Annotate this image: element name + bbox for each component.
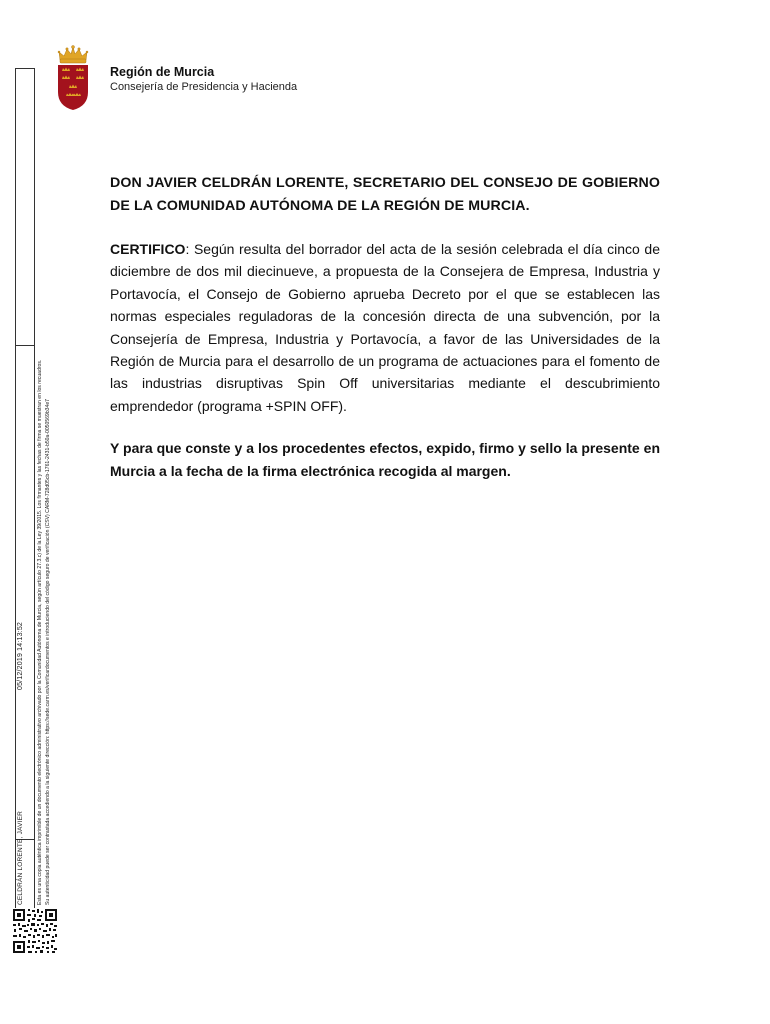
organization-name: Región de Murcia — [110, 65, 215, 79]
certification-paragraph — [110, 238, 660, 417]
document-body — [110, 172, 660, 482]
letterhead — [110, 65, 297, 94]
certifico-text: : Según resulta del borrador del acta de la sesión celebrada el día cinco de diciembre de dos mil diecinueve, a propuesta de la Consejera de Empresa, Industria y Portavocía, el Consejo de Gobierno aprueba Decreto por el que se establecen las normas especiales reguladoras de la concesión directa de una subvención, por la Consejería de Empresa, Industria y Portavocía, a favor de las Universidades de la Región de Murcia para el desarrollo de un programa de actuaciones para el fomento de las industrias disruptivas Spin Off universitarias mediante el descubrimiento emprendedor (programa +SPIN OFF). — [110, 241, 660, 414]
verification-legal-line-2: Su autenticidad puede ser contrastada accediendo a la siguiente dirección: https://sede.carm.es/verificardocumentos e introduciendo del código seguro de verificación (CSV) CARM-728d05cb-1761-2431-b50a-0050569b34e7 — [45, 398, 51, 905]
region-murcia-crest-logo — [55, 44, 91, 112]
closing-paragraph: Y para que conste y a los procedentes efectos, expido, firmo y sello la presente en Murcia a la fecha de la firma electrónica recogida al margen. — [110, 440, 660, 479]
signature-timestamp: 05/12/2019 14:13:52 — [17, 621, 24, 690]
document-title: DON JAVIER CELDRÁN LORENTE, SECRETARIO DEL CONSEJO DE GOBIERNO DE LA COMUNIDAD AUTÓNOMA DE LA REGIÓN DE MURCIA. — [110, 175, 660, 214]
department-name: Consejería de Presidencia y Hacienda — [110, 81, 298, 93]
certifico-label: CERTIFICO — [110, 241, 186, 257]
signature-signer: CELDRÁN LORENTE, JAVIER — [17, 810, 24, 905]
signature-strip-separator — [16, 345, 34, 346]
verification-qr-code — [12, 908, 58, 954]
verification-legal-line-1: Esta es una copia auténtica imprimible de un documento electrónico administrativo archivado por la Comunidad Autónoma de Murcia, según artículo 27.3.c) de la Ley 39/2015. Los firmantes y las fechas de firma se muestran en los recuadros. — [37, 359, 43, 905]
signature-strip — [15, 68, 35, 910]
